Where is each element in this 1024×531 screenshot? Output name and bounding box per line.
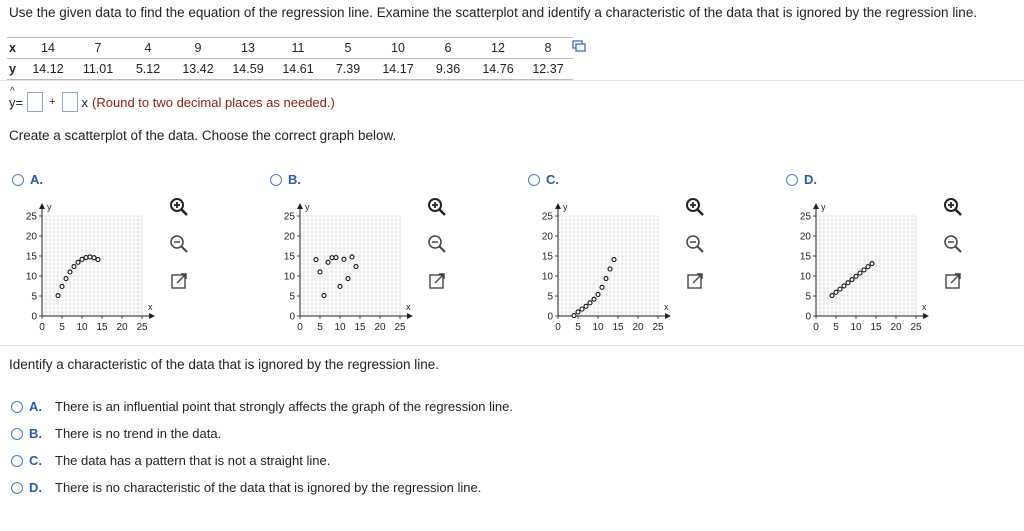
data-point — [862, 268, 866, 272]
x-tick-label: 5 — [833, 322, 839, 333]
identify-prompt: Identify a characteristic of the data that is ignored by the regression line. — [9, 357, 439, 372]
data-point — [64, 277, 68, 281]
y-cell: 7.39 — [323, 59, 373, 80]
scatterplot-d — [794, 196, 934, 336]
y-tick-label: 10 — [799, 271, 811, 283]
y-tick-label: 25 — [799, 211, 811, 223]
x-row — [7, 38, 573, 59]
data-point — [76, 260, 80, 264]
y-tick-label: 5 — [31, 291, 37, 303]
scatterplot-b — [278, 196, 418, 336]
data-point — [870, 262, 874, 266]
data-point — [314, 258, 318, 262]
popout-icon[interactable] — [684, 270, 706, 292]
zoom-in-icon[interactable] — [426, 196, 448, 218]
data-point — [92, 256, 96, 260]
graph-option-d[interactable] — [786, 172, 817, 187]
scatterplot-a — [20, 196, 160, 336]
x-tick-label: 5 — [575, 322, 581, 333]
y-tick-label: 25 — [25, 211, 37, 223]
x-axis-label: x — [664, 302, 669, 312]
y-tick-label: 5 — [547, 291, 553, 303]
x-tick-label: 0 — [813, 322, 819, 333]
y-tick-label: 5 — [289, 291, 295, 303]
x-tick-label: 25 — [652, 322, 664, 333]
y-header: y — [7, 59, 23, 80]
x-cell: 13 — [223, 38, 273, 59]
x-tick-label: 5 — [317, 322, 323, 333]
data-point — [850, 278, 854, 282]
x-tick-label: 20 — [890, 322, 902, 333]
x-cell: 8 — [523, 38, 573, 59]
y-cell: 14.61 — [273, 59, 323, 80]
data-point — [72, 265, 76, 269]
data-point — [842, 284, 846, 288]
copy-data-icon[interactable] — [572, 40, 586, 52]
question-text: Use the given data to find the equation of the regression line. Examine the scatterplot and identify a characteristic of the data that is ignored by the regression line. — [9, 5, 978, 20]
radio-button[interactable] — [11, 482, 23, 494]
x-axis-label: x — [148, 302, 153, 312]
zoom-out-icon[interactable] — [426, 233, 448, 255]
scatterplot-c — [536, 196, 676, 336]
choice-letter: A. — [29, 399, 42, 414]
radio-button[interactable] — [11, 428, 23, 440]
graph-option-b[interactable] — [270, 172, 301, 187]
data-point — [60, 284, 64, 288]
graph-option-a[interactable] — [12, 172, 43, 187]
y-cell: 9.36 — [423, 59, 473, 80]
radio-button[interactable] — [528, 174, 540, 186]
zoom-in-icon[interactable] — [942, 196, 964, 218]
y-tick-label: 15 — [283, 251, 295, 263]
x-tick-label: 10 — [592, 322, 604, 333]
data-point — [68, 270, 72, 274]
choice-a[interactable] — [11, 399, 513, 414]
slope-input[interactable] — [62, 92, 78, 112]
data-point — [580, 307, 584, 311]
x-tick-label: 15 — [612, 322, 624, 333]
popout-icon[interactable] — [168, 270, 190, 292]
data-point — [326, 260, 330, 264]
popout-icon[interactable] — [426, 270, 448, 292]
y-axis-arrow — [555, 203, 561, 209]
y-cell: 5.12 — [123, 59, 173, 80]
x-variable: x — [81, 94, 89, 110]
radio-button[interactable] — [786, 174, 798, 186]
separator — [0, 345, 1024, 346]
x-header: x — [7, 38, 23, 59]
y-row — [7, 59, 573, 80]
choice-text: There is an influential point that strongly affects the graph of the regression line. — [55, 399, 513, 414]
plot-area — [300, 216, 400, 316]
data-point — [96, 258, 100, 262]
x-axis-label: x — [406, 302, 411, 312]
plot-area — [558, 216, 658, 316]
choice-c[interactable] — [11, 453, 330, 468]
data-point — [354, 265, 358, 269]
data-point — [318, 270, 322, 274]
x-cell: 7 — [73, 38, 123, 59]
scatterplot-prompt: Create a scatterplot of the data. Choose the correct graph below. — [9, 128, 397, 143]
y-tick-label: 20 — [25, 231, 37, 243]
y-tick-label: 0 — [805, 311, 811, 323]
x-tick-label: 20 — [116, 322, 128, 333]
x-tick-label: 5 — [59, 322, 65, 333]
y-tick-label: 0 — [547, 311, 553, 323]
x-axis-arrow — [149, 313, 155, 319]
data-point — [350, 255, 354, 259]
y-tick-label: 15 — [25, 251, 37, 263]
y-cell: 14.76 — [473, 59, 523, 80]
radio-button[interactable] — [12, 174, 24, 186]
yhat-symbol: ^ y — [9, 95, 16, 110]
y-tick-label: 10 — [541, 271, 553, 283]
x-cell: 4 — [123, 38, 173, 59]
choice-letter: D. — [29, 480, 42, 495]
y-tick-label: 20 — [799, 231, 811, 243]
y-tick-label: 15 — [799, 251, 811, 263]
option-letter: C. — [546, 172, 559, 187]
equals-sign: = — [15, 94, 24, 110]
x-tick-label: 20 — [632, 322, 644, 333]
x-cell: 5 — [323, 38, 373, 59]
x-tick-label: 15 — [354, 322, 366, 333]
data-point — [588, 301, 592, 305]
equation-row — [9, 92, 335, 112]
x-tick-label: 10 — [76, 322, 88, 333]
x-tick-label: 0 — [297, 322, 303, 333]
y-axis-label: y — [821, 202, 826, 212]
data-point — [608, 267, 612, 271]
x-cell: 6 — [423, 38, 473, 59]
radio-button[interactable] — [11, 401, 23, 413]
data-point — [322, 294, 326, 298]
x-axis-arrow — [923, 313, 929, 319]
y-cell: 13.42 — [173, 59, 223, 80]
data-point — [858, 271, 862, 275]
rounding-hint: (Round to two decimal places as needed.) — [92, 94, 335, 110]
y-cell: 14.59 — [223, 59, 273, 80]
data-point — [846, 281, 850, 285]
choice-letter: B. — [29, 426, 42, 441]
option-letter: B. — [288, 172, 301, 187]
x-axis-label: x — [922, 302, 927, 312]
separator — [0, 80, 1024, 81]
data-point — [604, 277, 608, 281]
data-point — [838, 287, 842, 291]
x-tick-label: 20 — [374, 322, 386, 333]
plot-area — [42, 216, 142, 316]
zoom-out-icon[interactable] — [942, 233, 964, 255]
y-axis-arrow — [813, 203, 819, 209]
data-point — [334, 256, 338, 260]
x-tick-label: 10 — [334, 322, 346, 333]
x-cell: 14 — [23, 38, 73, 59]
y-tick-label: 20 — [283, 231, 295, 243]
data-point — [84, 256, 88, 260]
data-point — [80, 257, 84, 261]
x-tick-label: 15 — [96, 322, 108, 333]
data-point — [330, 256, 334, 260]
x-tick-label: 25 — [394, 322, 406, 333]
x-tick-label: 10 — [850, 322, 862, 333]
y-tick-label: 5 — [805, 291, 811, 303]
y-tick-label: 0 — [289, 311, 295, 323]
choice-d[interactable] — [11, 480, 481, 495]
choice-letter: C. — [29, 453, 42, 468]
data-point — [88, 255, 92, 259]
x-cell: 10 — [373, 38, 423, 59]
y-axis-label: y — [305, 202, 310, 212]
option-letter: D. — [804, 172, 817, 187]
data-point — [854, 274, 858, 278]
y-tick-label: 10 — [25, 271, 37, 283]
y-axis-arrow — [39, 203, 45, 209]
y-axis-label: y — [563, 202, 568, 212]
y-tick-label: 15 — [541, 251, 553, 263]
x-cell: 12 — [473, 38, 523, 59]
y-tick-label: 20 — [541, 231, 553, 243]
data-point — [596, 292, 600, 296]
x-tick-label: 25 — [136, 322, 148, 333]
data-point — [338, 284, 342, 288]
y-cell: 14.17 — [373, 59, 423, 80]
data-table — [7, 37, 573, 80]
x-tick-label: 0 — [555, 322, 561, 333]
data-point — [830, 294, 834, 298]
zoom-in-icon[interactable] — [168, 196, 190, 218]
y-cell: 11.01 — [73, 59, 123, 80]
data-point — [576, 310, 580, 314]
data-point — [866, 265, 870, 269]
graph-option-c[interactable] — [528, 172, 559, 187]
data-point — [56, 294, 60, 298]
x-axis-arrow — [665, 313, 671, 319]
zoom-in-icon[interactable] — [684, 196, 706, 218]
radio-button[interactable] — [270, 174, 282, 186]
popout-icon[interactable] — [942, 270, 964, 292]
intercept-input[interactable] — [27, 92, 43, 112]
choice-text: There is no trend in the data. — [55, 426, 222, 441]
choice-text: There is no characteristic of the data that is ignored by the regression line. — [55, 480, 482, 495]
x-cell: 9 — [173, 38, 223, 59]
data-point — [592, 297, 596, 301]
y-tick-label: 0 — [31, 311, 37, 323]
choice-b[interactable] — [11, 426, 221, 441]
data-point — [572, 314, 576, 318]
data-point — [600, 285, 604, 289]
zoom-out-icon[interactable] — [168, 233, 190, 255]
data-point — [342, 257, 346, 261]
y-cell: 14.12 — [23, 59, 73, 80]
x-axis-arrow — [407, 313, 413, 319]
x-tick-label: 0 — [39, 322, 45, 333]
plus-sign: + — [49, 96, 56, 108]
radio-button[interactable] — [11, 455, 23, 467]
y-axis-label: y — [47, 202, 52, 212]
y-tick-label: 25 — [283, 211, 295, 223]
choice-text: The data has a pattern that is not a straight line. — [55, 453, 331, 468]
data-point — [346, 277, 350, 281]
y-tick-label: 10 — [283, 271, 295, 283]
option-letter: A. — [30, 172, 43, 187]
y-tick-label: 25 — [541, 211, 553, 223]
data-point — [584, 304, 588, 308]
data-point — [612, 258, 616, 262]
x-cell: 11 — [273, 38, 323, 59]
y-cell: 12.37 — [523, 59, 573, 80]
zoom-out-icon[interactable] — [684, 233, 706, 255]
y-axis-arrow — [297, 203, 303, 209]
x-tick-label: 15 — [870, 322, 882, 333]
data-point — [834, 290, 838, 294]
x-tick-label: 25 — [910, 322, 922, 333]
